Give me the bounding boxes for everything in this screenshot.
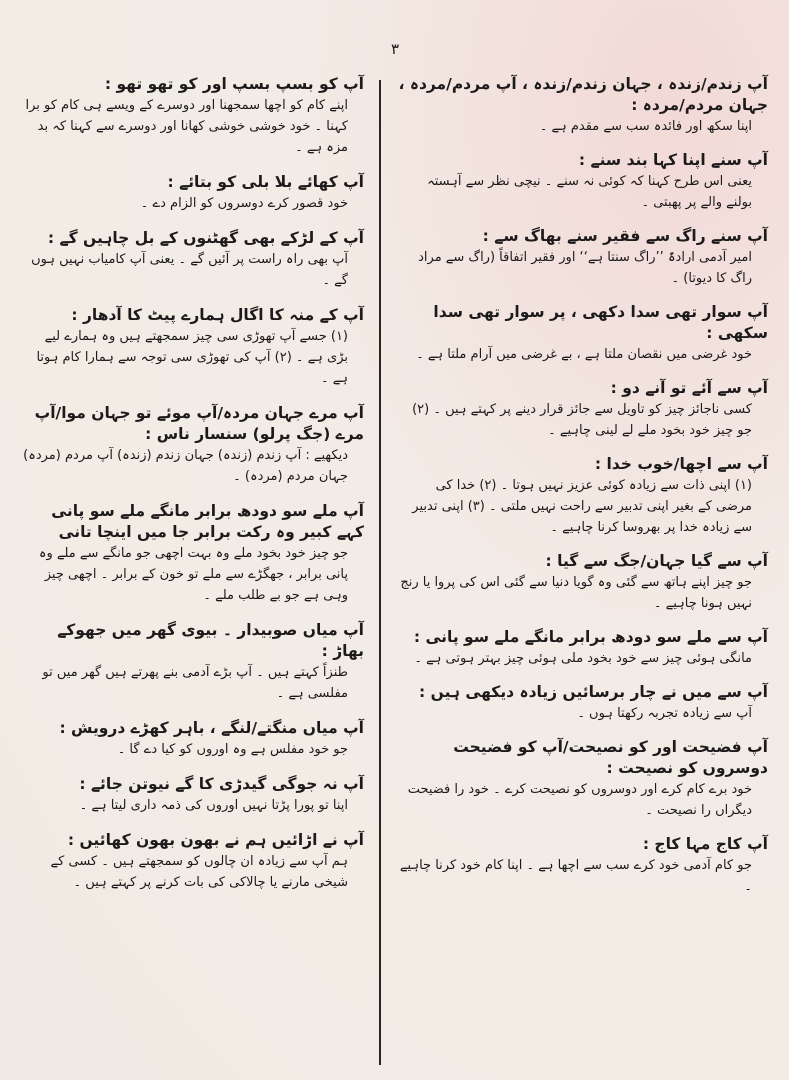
idiom-phrase: آپ سنے اپنا کہا بند سنے : [578, 151, 768, 169]
entry [22, 620, 364, 704]
entry [22, 403, 364, 487]
idiom-meaning: طنزاً کہتے ہیں ۔ آپ بڑے آدمی بنے پھرتے ہیں گھر میں تو مفلسی ہے ۔ [42, 665, 348, 701]
entry [22, 228, 364, 291]
page-number: ۳ [390, 40, 400, 58]
entry [398, 454, 768, 538]
idiom-meaning: یعنی اس طرح کہنا کہ کوئی نہ سنے ۔ نیچی نظر سے آہستہ بولنے والے پر پھبتی ۔ [427, 174, 752, 210]
idiom-meaning: اپنا تو پورا پڑتا نہیں اوروں کی ذمہ داری لیتا ہے ۔ [79, 798, 348, 813]
idiom-phrase: آپ سے اچھا/خوب خدا : [594, 455, 768, 473]
idiom-meaning: جو کام آدمی خود کرے سب سے اچھا ہے ۔ اپنا کام خود کرنا چاہیے ۔ [399, 858, 752, 894]
idiom-meaning: آپ سے زیادہ تجربہ رکھتا ہوں ۔ [577, 706, 752, 721]
idiom-phrase: آپ کاج مہا کاج : [642, 835, 768, 853]
idiom-phrase: آپ سے گیا جہان/جگ سے گیا : [545, 552, 768, 570]
idiom-phrase: آپ ملے سو دودھ برابر مانگے ملے سو پانی کہے کبیر وہ رکت برابر جا میں اینچا تانی [51, 502, 364, 541]
idiom-meaning: آپ بھی راہ راست پر آئیں گے ۔ یعنی آپ کامیاب نہیں ہوں گے ۔ [31, 252, 348, 288]
idiom-meaning: خود برے کام کرے اور دوسروں کو نصیحت کرے ۔ خود را فضیحت دیگراں را نصیحت ۔ [407, 782, 752, 818]
left-column [22, 74, 364, 907]
idiom-meaning: اپنا سکھ اور فائدہ سب سے مقدم ہے ۔ [539, 119, 752, 134]
idiom-phrase: آپ میاں منگتے/لنگے ، باہر کھڑے درویش : [59, 719, 364, 737]
idiom-meaning: خود قصور کرے دوسروں کو الزام دے ۔ [140, 196, 348, 211]
idiom-meaning: جو چیز اپنے ہاتھ سے گئی وہ گویا دنیا سے گئی اس کی پروا یا رنج نہیں ہونا چاہیے ۔ [400, 575, 752, 611]
right-column [398, 74, 768, 910]
idiom-meaning: کسی ناجائز چیز کو تاویل سے جائز قرار دینے پر کہتے ہیں ۔ (۲) جو چیز خود بخود ملے لے لینی چاہیے ۔ [412, 402, 752, 438]
entry [398, 226, 768, 289]
entry [398, 627, 768, 669]
idiom-phrase: آپ سے میں نے چار برسائیں زیادہ دیکھی ہیں : [419, 683, 768, 701]
entry [398, 737, 768, 821]
idiom-phrase: آپ کھائے بلا بلی کو بتائے : [167, 173, 364, 191]
entry [22, 74, 364, 158]
entry [398, 551, 768, 614]
entry [398, 682, 768, 724]
entry [398, 74, 768, 137]
idiom-phrase: آپ سنے راگ سے فقیر سنے بھاگ سے : [482, 227, 768, 245]
entry [398, 302, 768, 365]
idiom-phrase: آپ کو بسپ بسپ اور کو تھو تھو : [104, 75, 364, 93]
idiom-meaning: جو چیز خود بخود ملے وہ بہت اچھی جو مانگے سے ملے وہ پانی برابر ، جھگڑے سے ملے تو خون کے برابر ۔ اچھی چیز وہی ہے جو بے طلب ملے ۔ [38, 546, 348, 603]
idiom-meaning: (۱) جسے آپ تھوڑی سی چیز سمجھتے ہیں وہ ہمارے لیے بڑی ہے ۔ (۲) آپ کی تھوڑی سی توجہ سے ہمارا کام ہوتا ہے ۔ [36, 329, 348, 386]
entry [22, 718, 364, 760]
entry [398, 834, 768, 897]
entry [22, 305, 364, 389]
column-divider [379, 80, 381, 1065]
entry [22, 830, 364, 893]
idiom-phrase: آپ نہ جوگی گیدڑی کا گے نیوتن جائے : [79, 775, 364, 793]
idiom-phrase: آپ میاں صوبیدار ۔ بیوی گھر میں جھوکے بھاڑ : [57, 621, 364, 660]
idiom-phrase: آپ سوار تھی سدا دکھی ، پر سوار تھی سدا سکھی : [433, 303, 768, 342]
idiom-meaning: جو خود مفلس ہے وہ اوروں کو کیا دے گا ۔ [117, 742, 348, 757]
idiom-phrase: آپ زندم/زندہ ، جہان زندم/زندہ ، آپ مردم/مردہ ، جہان مردم/مردہ : [398, 75, 768, 114]
idiom-phrase: آپ کے منہ کا اگال ہمارے پیٹ کا آدھار : [71, 306, 364, 324]
entry [22, 774, 364, 816]
idiom-meaning: خود غرضی میں نقصان ملتا ہے ، بے غرضی میں آرام ملتا ہے ۔ [416, 347, 752, 362]
idiom-meaning: اپنے کام کو اچھا سمجھنا اور دوسرے کے ویسے ہی کام کو برا کہنا ۔ خود خوشی خوشی کھانا اور دوسرے سے کہنا کہ بد مزہ ہے ۔ [25, 98, 348, 155]
idiom-meaning: مانگی ہوئی چیز سے خود بخود ملی ہوئی چیز بہتر ہوتی ہے ۔ [414, 651, 752, 666]
idiom-phrase: آپ مرے جہان مردہ/آپ موئے تو جہان موا/آپ مرے (جگ پرلو) سنسار ناس : [34, 404, 364, 443]
entry [398, 150, 768, 213]
idiom-meaning: ہم آپ سے زیادہ ان چالوں کو سمجھتے ہیں ۔ کسی کے شیخی مارنے یا چالاکی کی بات کرنے پر کہتے ہیں ۔ [50, 854, 348, 890]
idiom-phrase: آپ نے اڑائیں ہم نے بھون بھون کھائیں : [67, 831, 364, 849]
idiom-meaning: دیکھیے : آپ زندم (زندہ) جہان زندم (زندہ) آپ مردم (مردہ) جہان مردم (مردہ) ۔ [23, 448, 348, 484]
entry [22, 501, 364, 606]
idiom-phrase: آپ کے لڑکے بھی گھٹنوں کے بل چاہیں گے : [47, 229, 364, 247]
entry [398, 378, 768, 441]
idiom-phrase: آپ سے آئے تو آنے دو : [610, 379, 768, 397]
idiom-phrase: آپ سے ملے سو دودھ برابر مانگے ملے سو پانی : [413, 628, 768, 646]
idiom-phrase: آپ فضیحت اور کو نصیحت/آپ کو فضیحت دوسروں کو نصیحت : [453, 738, 768, 777]
idiom-meaning: امیر آدمی ارادۃً ’’راگ سنتا ہے‘‘ اور فقیر اتفاقاً (راگ سے مراد راگ کا دیوتا) ۔ [418, 250, 752, 286]
idiom-meaning: (۱) اپنی ذات سے زیادہ کوئی عزیز نہیں ہوتا ۔ (۲) خدا کی مرضی کے بغیر اپنی تدبیر سے راحت نہیں ملتی ۔ (۳) اپنی تدبیر سے زیادہ خدا پر بھروسا کرنا چاہیے ۔ [412, 478, 752, 535]
entry [22, 172, 364, 214]
